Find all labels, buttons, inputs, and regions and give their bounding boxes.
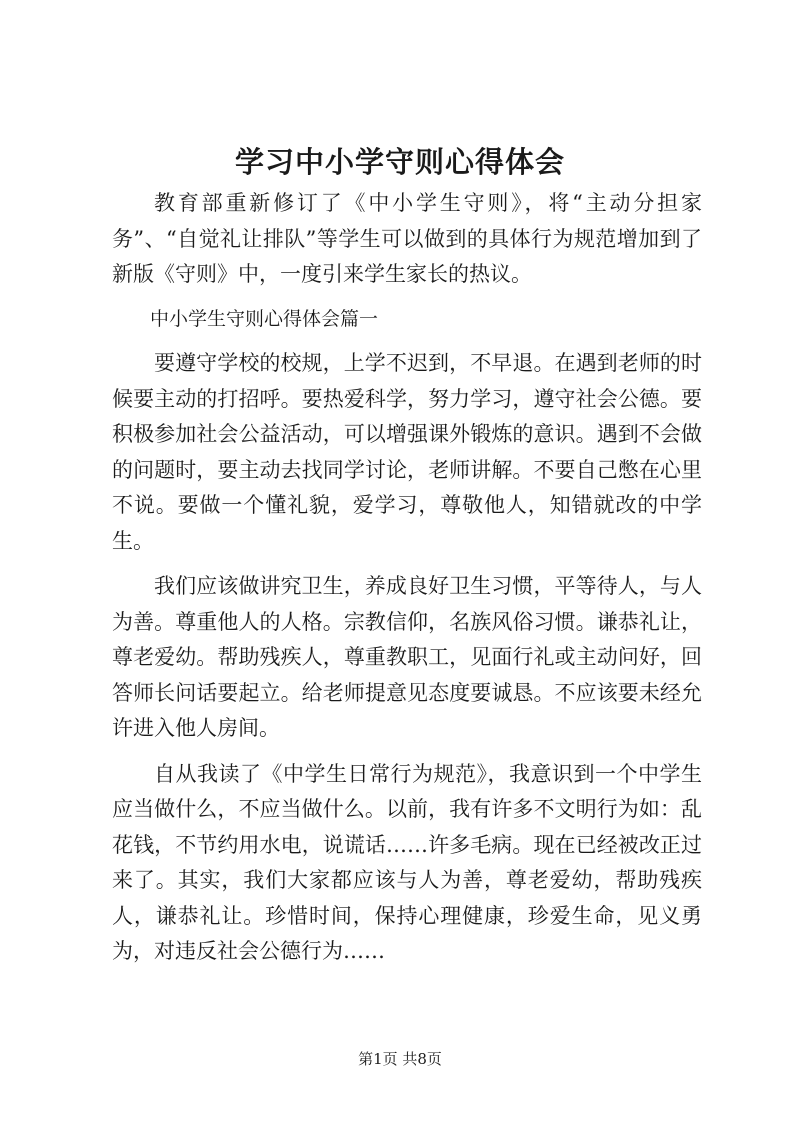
document-title: 学习中小学守则心得体会 [234,145,565,179]
intro-paragraph: 教育部重新修订了《中小学生守则》，将“主动分担家务”、“自觉礼让排队”等学生可以做到的具体行为规范增加到了新版《守则》中，一度引来学生家长的热议。 [112,191,702,286]
body-paragraph: 自从我读了《中学生日常行为规范》，我意识到一个中学生应当做什么，不应当做什么。以前，我有许多不文明行为如：乱花钱，不节约用水电，说谎话……许多毛病。现在已经被改正过来了。其实，我们大家都应该与人为善，尊老爱幼，帮助残疾人，谦恭礼让。珍惜时间，保持心理健康，珍爱生命，见义勇为，对违反社会公德行为…… [112,761,702,963]
section-heading: 中小学生守则心得体会篇一 [150,307,379,330]
body-paragraph: 我们应该做讲究卫生，养成良好卫生习惯，平等待人，与人为善。尊重他人的人格。宗教信仰，名族风俗习惯。谦恭礼让，尊老爱幼。帮助残疾人，尊重教职工，见面行礼或主动问好，回答师长问话要起立。给老师提意见态度要诚恳。不应该要未经允许进入他人房间。 [112,574,702,740]
page-footer: 第1页 共8页 [358,1050,442,1068]
document-body [112,186,702,970]
body-paragraph: 要遵守学校的校规，上学不迟到，不早退。在遇到老师的时候要主动的打招呼。要热爱科学，努力学习，遵守社会公德。要积极参加社会公益活动，可以增强课外锻炼的意识。遇到不会做的问题时，要主动去找同学讨论，老师讲解。不要自己憋在心里不说。要做一个懂礼貌，爱学习，尊敬他人，知错就改的中学生。 [112,351,702,553]
